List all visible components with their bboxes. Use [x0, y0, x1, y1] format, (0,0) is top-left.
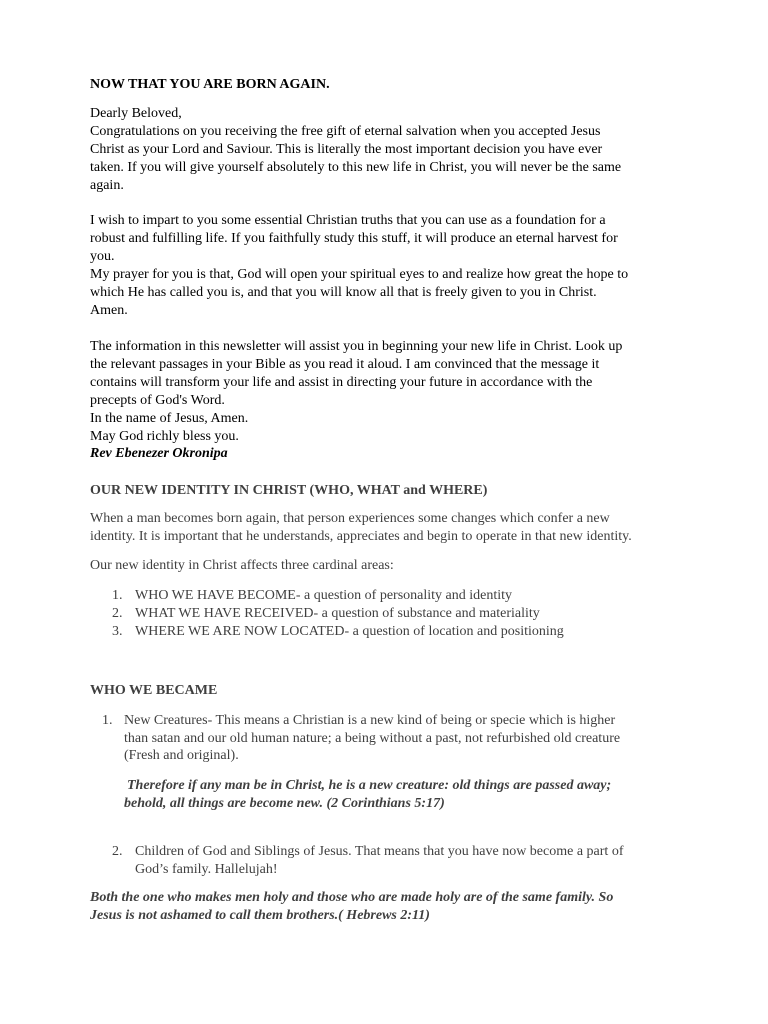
list-number: 1.: [102, 713, 113, 728]
paragraph-line: which He has called you is, and that you will know all that is freely given to you in Christ.: [90, 285, 597, 300]
paragraph-line: taken. If you will give yourself absolutely to this new life in Christ, you will never be the same: [90, 160, 622, 175]
list-text: WHERE WE ARE NOW LOCATED- a question of location and positioning: [135, 624, 564, 639]
paragraph-line: robust and fulfilling life. If you faithfully study this stuff, it will produce an eternal harvest for: [90, 231, 618, 246]
paragraph-line: Congratulations on you receiving the free gift of eternal salvation when you accepted Jesus: [90, 124, 601, 139]
list-text: Children of God and Siblings of Jesus. That means that you have now become a part of: [135, 844, 624, 859]
quote-line: Therefore if any man be in Christ, he is a new creature: old things are passed away;: [127, 778, 612, 793]
list-text: WHAT WE HAVE RECEIVED- a question of substance and materiality: [135, 606, 540, 621]
paragraph-line: again.: [90, 178, 124, 193]
paragraph-line: contains will transform your life and assist in directing your future in accordance with the: [90, 375, 593, 390]
paragraph-line: I wish to impart to you some essential Christian truths that you can use as a foundation for a: [90, 213, 606, 228]
document-title: NOW THAT YOU ARE BORN AGAIN.: [90, 77, 330, 92]
paragraph-line: My prayer for you is that, God will open your spiritual eyes to and realize how great the hope to: [90, 267, 629, 282]
paragraph-line: precepts of God's Word.: [90, 393, 225, 408]
list-text: God’s family. Hallelujah!: [135, 862, 278, 877]
list-number: 1.: [112, 588, 123, 603]
list-number: 3.: [112, 624, 123, 639]
paragraph-line: Amen.: [90, 303, 128, 318]
salutation: Dearly Beloved,: [90, 106, 182, 121]
paragraph-line: identity. It is important that he understands, appreciates and begin to operate in that new identity.: [90, 529, 632, 544]
signature: Rev Ebenezer Okronipa: [90, 446, 228, 461]
list-text: New Creatures- This means a Christian is a new kind of being or specie which is higher: [124, 713, 616, 728]
areas-intro: Our new identity in Christ affects three cardinal areas:: [90, 558, 394, 573]
quote-line: behold, all things are become new. (2 Corinthians 5:17): [124, 796, 445, 811]
paragraph-line: Christ as your Lord and Saviour. This is literally the most important decision you have ever: [90, 142, 603, 157]
section-heading-who-we-became: WHO WE BECAME: [90, 683, 218, 698]
list-text: WHO WE HAVE BECOME- a question of personality and identity: [135, 588, 513, 603]
paragraph-line: The information in this newsletter will assist you in beginning your new life in Christ. Look up: [90, 339, 623, 354]
list-text: (Fresh and original).: [124, 748, 239, 763]
closing-line: In the name of Jesus, Amen.: [90, 411, 249, 426]
list-number: 2.: [112, 606, 123, 621]
section-heading-identity: OUR NEW IDENTITY IN CHRIST (WHO, WHAT and WHERE): [90, 483, 488, 498]
list-number: 2.: [112, 844, 123, 859]
paragraph-line: When a man becomes born again, that person experiences some changes which confer a new: [90, 511, 610, 526]
closing-line: May God richly bless you.: [90, 429, 239, 444]
quote-line: Both the one who makes men holy and those who are made holy are of the same family. So: [90, 890, 614, 905]
list-text: than satan and our old human nature; a being without a past, not refurbished old creature: [124, 731, 621, 746]
quote-line: Jesus is not ashamed to call them brothers.( Hebrews 2:11): [90, 908, 430, 923]
paragraph-line: you.: [90, 249, 115, 264]
paragraph-line: the relevant passages in your Bible as you read it aloud. I am convinced that the message it: [90, 357, 600, 372]
